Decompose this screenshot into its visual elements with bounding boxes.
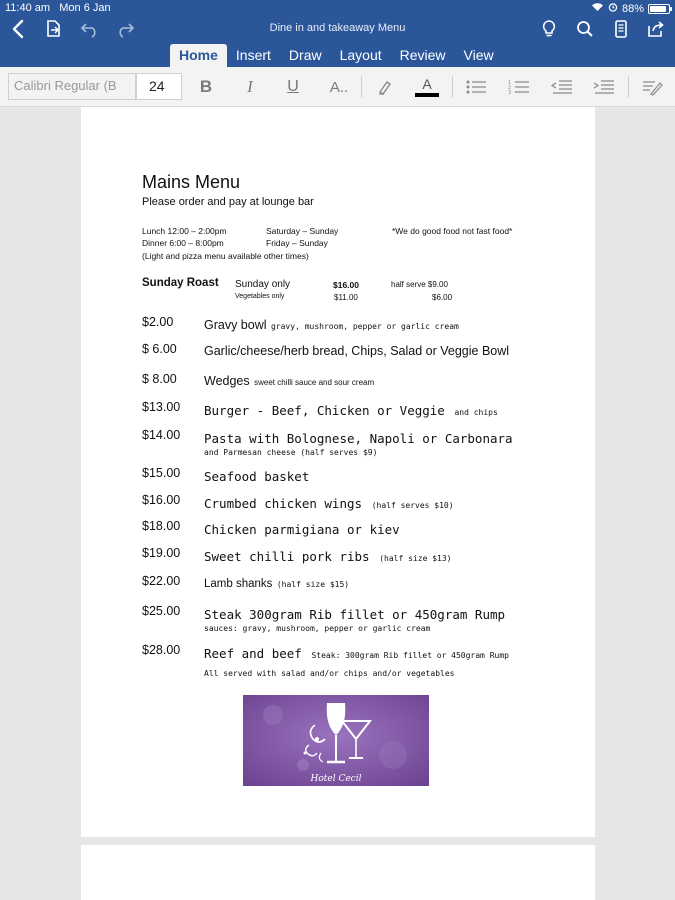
item-name: Sweet chilli pork ribs — [204, 549, 370, 564]
svg-text:2: 2 — [508, 85, 512, 91]
search-icon[interactable] — [573, 17, 597, 41]
item-sub: sauces: gravy, mushroom, pepper or garlic cream — [204, 624, 431, 633]
menu-item — [204, 316, 459, 334]
battery-icon — [648, 4, 670, 14]
roast-price: $16.00 — [333, 280, 359, 290]
item-detail: (half size $15) — [276, 580, 350, 589]
font-color-label: A — [422, 76, 432, 92]
item-name: Wedges — [204, 374, 250, 388]
dinner-hours: Dinner 6:00 – 8:00pm — [142, 238, 224, 248]
menu-item — [204, 400, 498, 419]
item-sub: and Parmesan cheese (half serves $9) — [204, 448, 378, 457]
italic-button[interactable]: I — [247, 77, 253, 96]
svg-text:1: 1 — [508, 80, 512, 86]
item-name: Chicken parmigiana or kiev — [204, 522, 400, 537]
menu-item — [204, 466, 309, 485]
item-name: Crumbed chicken wings — [204, 496, 363, 511]
toolbar-divider — [361, 76, 362, 98]
hotel-logo — [243, 695, 429, 786]
font-color-swatch — [415, 93, 439, 97]
item-price: $16.00 — [142, 493, 181, 507]
cocktail-glasses-icon — [243, 695, 429, 786]
menu-item — [204, 604, 505, 633]
wifi-icon — [591, 2, 604, 15]
roast-veg-label: Vegetables only — [235, 293, 285, 300]
text-effects-button[interactable]: A.. — [329, 78, 349, 96]
roast-availability: Sunday only — [235, 279, 291, 290]
font-size-field[interactable]: 24 — [136, 73, 182, 100]
item-price: $13.00 — [142, 400, 181, 414]
item-price: $25.00 — [142, 604, 181, 618]
font-name-field[interactable]: Calibri Regular (B — [8, 73, 136, 100]
svg-text:3: 3 — [508, 90, 512, 95]
menu-item — [204, 428, 513, 457]
item-price: $2.00 — [142, 315, 174, 329]
item-price: $19.00 — [142, 546, 181, 560]
bullet-list-icon[interactable] — [463, 75, 489, 99]
status-time: 11:40 am Mon 6 Jan — [5, 2, 111, 14]
item-price: $14.00 — [142, 428, 181, 442]
item-detail: gravy, mushroom, pepper or garlic cream — [270, 322, 459, 331]
status-date: Mon 6 Jan — [59, 2, 111, 14]
battery-percent: 88% — [621, 2, 644, 15]
menu-item — [204, 574, 349, 592]
decrease-indent-icon[interactable] — [549, 75, 575, 99]
menu-item — [204, 643, 509, 662]
status-indicators — [591, 2, 670, 15]
tab-draw[interactable]: Draw — [288, 47, 322, 63]
item-name: Pasta with Bolognese, Napoli or Carbonara — [204, 431, 513, 446]
item-detail: (half serves $10) — [371, 501, 454, 510]
app-header — [0, 0, 675, 67]
item-detail: Steak: 300gram Rib fillet or 450gram Rump — [311, 651, 509, 660]
item-price: $ 6.00 — [142, 342, 177, 356]
formatting-toolbar — [0, 67, 675, 107]
roast-half-serve: half serve $9.00 — [391, 280, 448, 289]
document-page[interactable] — [81, 107, 595, 837]
tab-layout[interactable]: Layout — [339, 47, 382, 63]
menu-item — [204, 546, 451, 565]
numbered-list-icon[interactable] — [506, 75, 532, 99]
item-price: $ 8.00 — [142, 372, 177, 386]
item-price: $15.00 — [142, 466, 181, 480]
bold-button[interactable]: B — [199, 77, 213, 96]
item-detail: sweet chilli sauce and sour cream — [254, 378, 375, 387]
footer-note: All served with salad and/or chips and/or vegetables — [204, 669, 455, 678]
roast-name: Sunday Roast — [142, 277, 219, 289]
dinner-days: Friday – Sunday — [266, 238, 328, 248]
tab-insert[interactable]: Insert — [235, 47, 271, 63]
ribbon-tabs — [170, 44, 503, 67]
item-name: Lamb shanks — [204, 578, 273, 590]
menu-item — [204, 342, 509, 360]
document-page-2[interactable] — [81, 845, 595, 900]
share-icon[interactable] — [644, 17, 668, 41]
roast-veg-price: $11.00 — [334, 293, 358, 302]
document-canvas[interactable] — [0, 107, 675, 900]
menu-item — [204, 519, 400, 538]
lunch-days: Saturday – Sunday — [266, 226, 339, 236]
item-price: $28.00 — [142, 643, 181, 657]
tab-review[interactable]: Review — [399, 47, 446, 63]
page-title: Mains Menu — [142, 172, 241, 192]
lunch-hours: Lunch 12:00 – 2:00pm — [142, 226, 227, 236]
lightbulb-icon[interactable] — [537, 17, 561, 41]
item-name: Reef and beef — [204, 646, 302, 661]
font-color-button[interactable] — [413, 75, 441, 99]
reading-view-icon[interactable] — [609, 17, 633, 41]
slogan: *We do good food not fast food* — [392, 226, 513, 236]
item-name: Steak 300gram Rib fillet or 450gram Rump — [204, 607, 506, 622]
underline-button[interactable]: U — [287, 78, 299, 95]
styles-icon[interactable] — [639, 75, 665, 99]
tab-home[interactable]: Home — [170, 44, 227, 67]
logo-caption: Hotel Cecil — [310, 774, 362, 784]
hours-note: (Light and pizza menu available other times) — [142, 251, 309, 261]
menu-subtitle: Please order and pay at lounge bar — [142, 196, 314, 208]
toolbar-divider — [628, 76, 629, 98]
item-price: $18.00 — [142, 519, 181, 533]
menu-item — [204, 372, 374, 390]
item-name: Seafood basket — [204, 469, 310, 484]
increase-indent-icon[interactable] — [591, 75, 617, 99]
document-title: Dine in and takeaway Menu — [269, 22, 406, 34]
item-price: $22.00 — [142, 574, 181, 588]
menu-item — [204, 493, 454, 512]
alarm-icon — [608, 2, 618, 15]
toolbar-divider — [452, 76, 453, 98]
item-name: Gravy bowl — [204, 318, 267, 332]
tab-view[interactable]: View — [463, 47, 494, 63]
roast-veg-half: $6.00 — [432, 293, 453, 302]
item-name: Burger - Beef, Chicken or Veggie — [204, 403, 445, 418]
item-name: Garlic/cheese/herb bread, Chips, Salad or Veggie Bowl — [204, 344, 510, 358]
item-detail: (half size $13) — [379, 554, 452, 563]
highlighter-icon[interactable] — [372, 75, 398, 99]
item-detail: and chips — [454, 408, 498, 417]
